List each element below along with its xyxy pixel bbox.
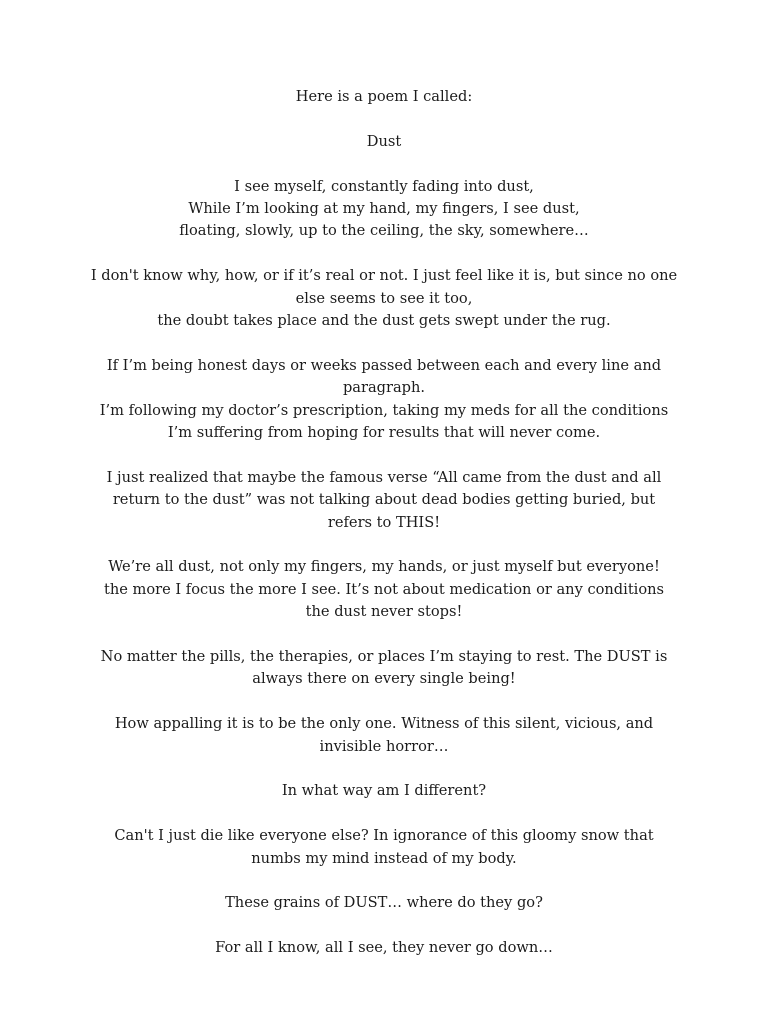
poem-line: floating, slowly, up to the ceiling, the sky, somewhere… <box>179 222 589 240</box>
stanza-8 <box>90 780 678 802</box>
poem-line: We’re all dust, not only my fingers, my hands, or just myself but everyone! <box>108 558 660 576</box>
stanza-7 <box>90 713 678 758</box>
poem-line: I don't know why, how, or if it’s real or not. I just feel like it is, but since no one else seems to see it too, <box>90 267 678 307</box>
poem-line: How appalling it is to be the only one. Witness of this silent, vicious, and invisible horror… <box>114 715 654 755</box>
stanza-10 <box>90 892 678 914</box>
poem-line: I see myself, constantly fading into dust, <box>234 177 534 195</box>
poem-body <box>90 86 678 960</box>
stanza-3 <box>90 355 678 445</box>
stanza-4 <box>90 467 678 534</box>
poem-line: the doubt takes place and the dust gets swept under the rug. <box>157 312 611 330</box>
poem-line: Can't I just die like everyone else? In ignorance of this gloomy snow that numbs my mind instead of my body. <box>114 827 654 867</box>
stanza-11 <box>90 937 678 959</box>
poem-line: While I’m looking at my hand, my fingers, I see dust, <box>188 200 580 217</box>
poem-line: These grains of DUST… where do they go? <box>225 894 543 912</box>
stanza-9 <box>90 825 678 870</box>
poem-line: If I’m being honest days or weeks passed between each and every line and paragraph. <box>106 356 662 397</box>
stanza-1 <box>90 176 678 243</box>
poem-line: No matter the pills, the therapies, or places I’m staying to rest. The DUST is always there on every single being! <box>100 648 668 688</box>
stanza-5 <box>90 556 678 623</box>
stanza-6 <box>90 646 678 691</box>
poem-line: In what way am I different? <box>281 782 487 800</box>
poem-line: I’m following my doctor’s prescription, taking my meds for all the conditions I’m suffering from hoping for results that will never come. <box>99 401 669 442</box>
poem-line: the more I focus the more I see. It’s not about medication or any conditions the dust never stops! <box>103 580 665 621</box>
poem-line: For all I know, all I see, they never go down… <box>215 939 553 957</box>
stanza-2 <box>90 265 678 332</box>
poem-line: I just realized that maybe the famous verse “All came from the dust and all return to the dust” was not talking about dead bodies getting buried, but refers to THIS! <box>106 468 662 531</box>
poem-title: Dust <box>366 132 402 150</box>
poem-intro: Here is a poem I called: <box>295 88 473 105</box>
